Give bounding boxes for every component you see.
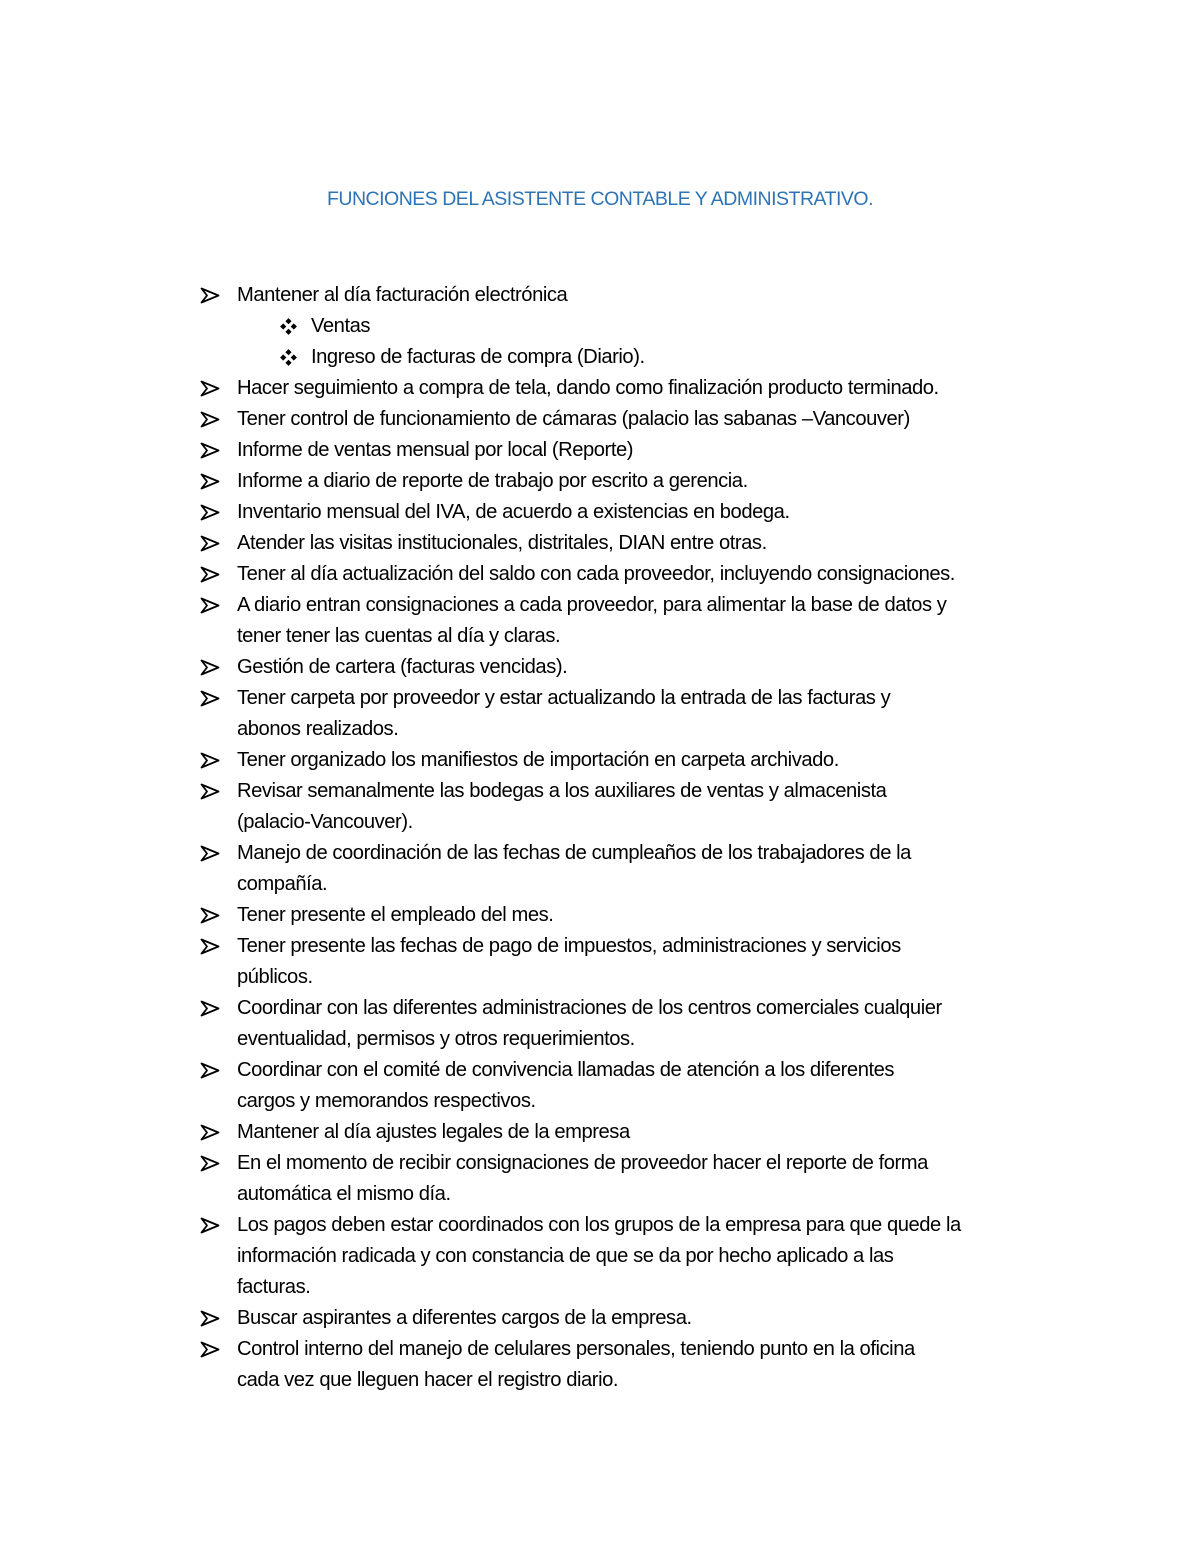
arrowhead-bullet-icon bbox=[200, 597, 220, 614]
list-item-text: tener tener las cuentas al día y claras. bbox=[237, 625, 561, 647]
list-item-text: Tener organizado los manifiestos de importación en carpeta archivado. bbox=[237, 749, 839, 771]
sub-list-item bbox=[273, 311, 1060, 342]
list-item-text: Coordinar con las diferentes administraciones de los centros comerciales cualquier bbox=[237, 997, 942, 1019]
list-item bbox=[200, 528, 1060, 559]
diamond-cluster-bullet-icon bbox=[280, 349, 297, 366]
list-item bbox=[200, 590, 1060, 652]
list-item bbox=[200, 900, 1060, 931]
list-item-text: Informe de ventas mensual por local (Reporte) bbox=[237, 439, 634, 461]
sub-list-item bbox=[273, 342, 1060, 373]
list-item-text: cada vez que lleguen hacer el registro diario. bbox=[237, 1369, 619, 1391]
list-item-text: Coordinar con el comité de convivencia llamadas de atención a los diferentes bbox=[237, 1059, 895, 1081]
list-item bbox=[200, 404, 1060, 435]
list-item-text: compañía. bbox=[237, 873, 328, 895]
list-item-text: Control interno del manejo de celulares personales, teniendo punto en la oficina bbox=[237, 1338, 915, 1360]
list-item-text: cargos y memorandos respectivos. bbox=[237, 1090, 536, 1112]
arrowhead-bullet-icon bbox=[200, 690, 220, 707]
list-item bbox=[200, 435, 1060, 466]
arrowhead-bullet-icon bbox=[200, 504, 220, 521]
list-item bbox=[200, 373, 1060, 404]
arrowhead-bullet-icon bbox=[200, 1310, 220, 1327]
arrowhead-bullet-icon bbox=[200, 938, 220, 955]
list-item bbox=[200, 1303, 1060, 1334]
list-item bbox=[200, 559, 1060, 590]
list-item bbox=[200, 931, 1060, 993]
list-item bbox=[200, 1334, 1060, 1396]
list-item-text: Informe a diario de reporte de trabajo por escrito a gerencia. bbox=[237, 470, 748, 492]
list-item-text: Los pagos deben estar coordinados con los grupos de la empresa para que quede la bbox=[237, 1214, 961, 1236]
document-title: FUNCIONES DEL ASISTENTE CONTABLE Y ADMINISTRATIVO. bbox=[326, 188, 874, 210]
arrowhead-bullet-icon bbox=[200, 1062, 220, 1079]
arrowhead-bullet-icon bbox=[200, 411, 220, 428]
arrowhead-bullet-icon bbox=[200, 566, 220, 583]
list-item-text: facturas. bbox=[237, 1276, 311, 1298]
list-item-text: Tener presente las fechas de pago de impuestos, administraciones y servicios bbox=[237, 935, 901, 957]
list-item-text: Gestión de cartera (facturas vencidas). bbox=[237, 656, 568, 678]
list-item-text: (palacio-Vancouver). bbox=[237, 811, 413, 833]
list-item bbox=[200, 497, 1060, 528]
list-item-text: públicos. bbox=[237, 966, 313, 988]
arrowhead-bullet-icon bbox=[200, 1217, 220, 1234]
list-item-text: Tener control de funcionamiento de cámaras (palacio las sabanas –Vancouver) bbox=[237, 408, 910, 430]
arrowhead-bullet-icon bbox=[200, 1000, 220, 1017]
sub-list bbox=[200, 311, 1060, 373]
list-item-text: A diario entran consignaciones a cada proveedor, para alimentar la base de datos y bbox=[237, 594, 947, 616]
list-item-text: Hacer seguimiento a compra de tela, dando como finalización producto terminado. bbox=[237, 377, 939, 399]
list-item bbox=[200, 745, 1060, 776]
arrowhead-bullet-icon bbox=[200, 442, 220, 459]
arrowhead-bullet-icon bbox=[200, 783, 220, 800]
list-item-text: abonos realizados. bbox=[237, 718, 399, 740]
list-item bbox=[200, 838, 1060, 900]
arrowhead-bullet-icon bbox=[200, 659, 220, 676]
arrowhead-bullet-icon bbox=[200, 752, 220, 769]
list-item-text: información radicada y con constancia de que se da por hecho aplicado a las bbox=[237, 1245, 894, 1267]
list-item-text: Inventario mensual del IVA, de acuerdo a existencias en bodega. bbox=[237, 501, 790, 523]
list-item bbox=[200, 1055, 1060, 1117]
list-item-text: automática el mismo día. bbox=[237, 1183, 451, 1205]
arrowhead-bullet-icon bbox=[200, 473, 220, 490]
list-item bbox=[200, 1210, 1060, 1303]
list-item bbox=[200, 993, 1060, 1055]
list-item-text: Atender las visitas institucionales, distritales, DIAN entre otras. bbox=[237, 532, 767, 554]
list-item-text: Tener al día actualización del saldo con cada proveedor, incluyendo consignaciones. bbox=[237, 563, 955, 585]
sub-list-item-text: Ingreso de facturas de compra (Diario). bbox=[311, 346, 645, 368]
list-item-text: eventualidad, permisos y otros requerimientos. bbox=[237, 1028, 635, 1050]
sub-list-item-text: Ventas bbox=[311, 315, 371, 337]
list-item-text: Mantener al día ajustes legales de la empresa bbox=[237, 1121, 630, 1143]
arrowhead-bullet-icon bbox=[200, 845, 220, 862]
list-item bbox=[200, 1148, 1060, 1210]
list-item bbox=[200, 776, 1060, 838]
list-item-text: En el momento de recibir consignaciones de proveedor hacer el reporte de forma bbox=[237, 1152, 928, 1174]
arrowhead-bullet-icon bbox=[200, 287, 220, 304]
diamond-cluster-bullet-icon bbox=[280, 318, 297, 335]
arrowhead-bullet-icon bbox=[200, 535, 220, 552]
list-item-text: Manejo de coordinación de las fechas de cumpleaños de los trabajadores de la bbox=[237, 842, 911, 864]
list-item bbox=[200, 280, 1060, 373]
task-list bbox=[200, 280, 1060, 1396]
list-item-text: Mantener al día facturación electrónica bbox=[237, 284, 568, 306]
arrowhead-bullet-icon bbox=[200, 1341, 220, 1358]
arrowhead-bullet-icon bbox=[200, 1124, 220, 1141]
list-item bbox=[200, 1117, 1060, 1148]
arrowhead-bullet-icon bbox=[200, 380, 220, 397]
list-item-text: Tener carpeta por proveedor y estar actualizando la entrada de las facturas y bbox=[237, 687, 891, 709]
arrowhead-bullet-icon bbox=[200, 907, 220, 924]
list-item-text: Revisar semanalmente las bodegas a los auxiliares de ventas y almacenista bbox=[237, 780, 887, 802]
list-item-text: Buscar aspirantes a diferentes cargos de la empresa. bbox=[237, 1307, 692, 1329]
list-item-text: Tener presente el empleado del mes. bbox=[237, 904, 554, 926]
list-item bbox=[200, 683, 1060, 745]
arrowhead-bullet-icon bbox=[200, 1155, 220, 1172]
list-item bbox=[200, 652, 1060, 683]
list-item bbox=[200, 466, 1060, 497]
